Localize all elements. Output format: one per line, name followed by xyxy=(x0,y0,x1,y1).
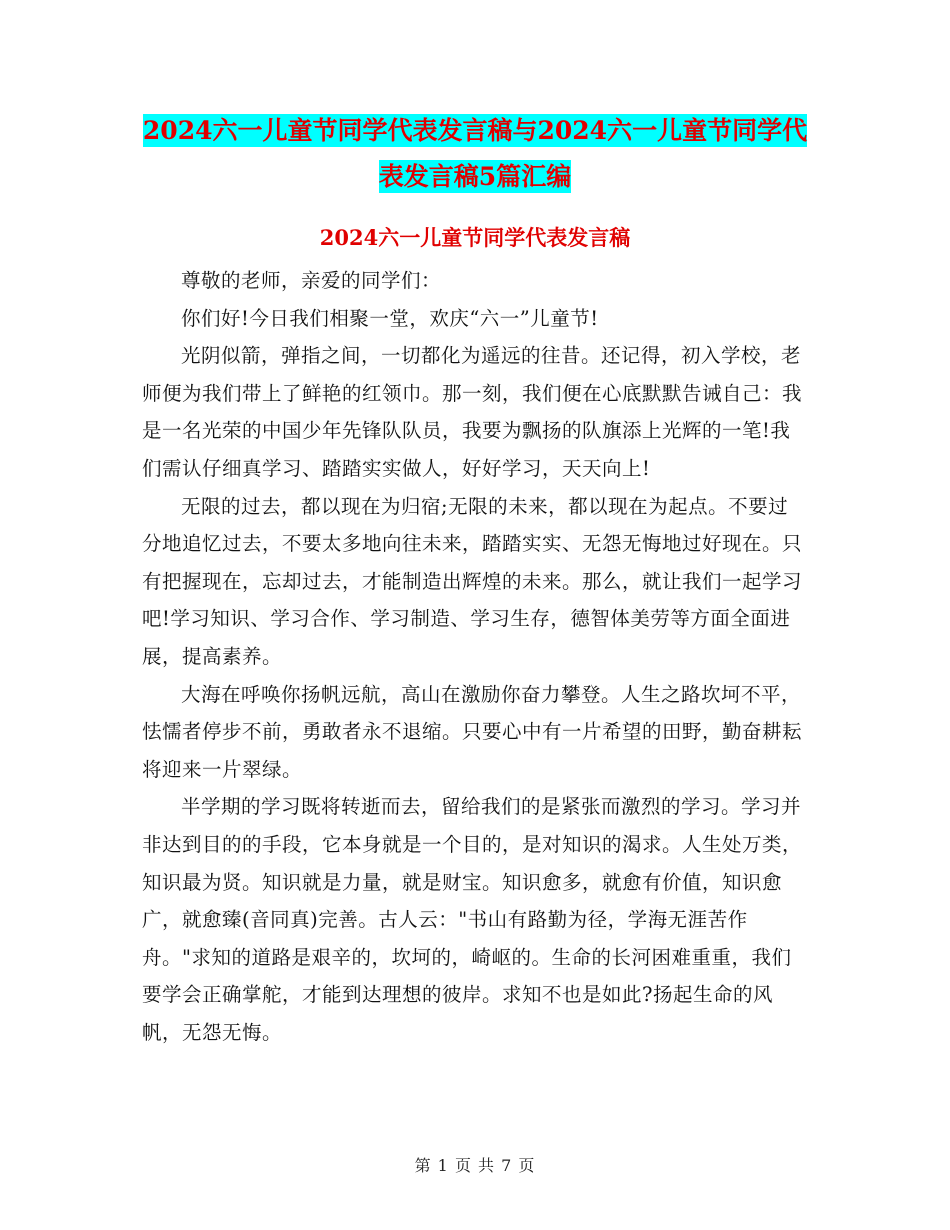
paragraph: 大海在呼唤你扬帆远航，高山在激励你奋力攀登。人生之路坎坷不平，怯懦者停步不前，勇敢者永不退缩。只要心中有一片希望的田野，勤奋耕耘将迎来一片翠绿。 xyxy=(142,682,803,781)
paragraph: 半学期的学习既将转逝而去，留给我们的是紧张而激烈的学习。学习并非达到目的的手段，它本身就是一个目的，是对知识的渴求。人生处万类，知识最为贤。知识就是力量，就是财宝。知识愈多，就愈有价值，知识愈广，就愈臻(音同真)完善。古人云："书山有路勤为径，学海无涯苦作舟。"求知的道路是艰辛的，坎坷的，崎岖的。生命的长河困难重重，我们要学会正确掌舵，才能到达理想的彼岸。求知不也是如此?扬起生命的风帆，无怨无悔。 xyxy=(142,795,803,1044)
document-title-text: 2024六一儿童节同学代表发言稿与2024六一儿童节同学代表发言稿5篇汇编 xyxy=(142,116,808,191)
page-footer: 第 1 页 共 7 页 xyxy=(414,1156,536,1175)
body-text xyxy=(142,262,806,1051)
paragraph: 无限的过去，都以现在为归宿;无限的未来，都以现在为起点。不要过分地追忆过去，不要太多地向往未来，踏踏实实、无怨无悔地过好现在。只有把握现在，忘却过去，才能制造出辉煌的未来。那么，就让我们一起学习吧!学习知识、学习合作、学习制造、学习生存，德智体美劳等方面全面进展，提高素养。 xyxy=(142,494,803,668)
document-title xyxy=(140,108,810,200)
paragraph: 你们好!今日我们相聚一堂，欢庆“六一”儿童节! xyxy=(181,306,599,330)
section-title: 2024六一儿童节同学代表发言稿 xyxy=(319,225,631,250)
paragraph: 尊敬的老师，亲爱的同学们： xyxy=(181,269,442,292)
paragraph: 光阴似箭，弹指之间，一切都化为遥远的往昔。还记得，初入学校，老师便为我们带上了鲜艳的红领巾。那一刻，我们便在心底默默告诫自己：我是一名光荣的中国少年先锋队队员，我要为飘扬的队旗添上光辉的一笔!我们需认仔细真学习、踏踏实实做人，好好学习，天天向上! xyxy=(142,344,803,480)
